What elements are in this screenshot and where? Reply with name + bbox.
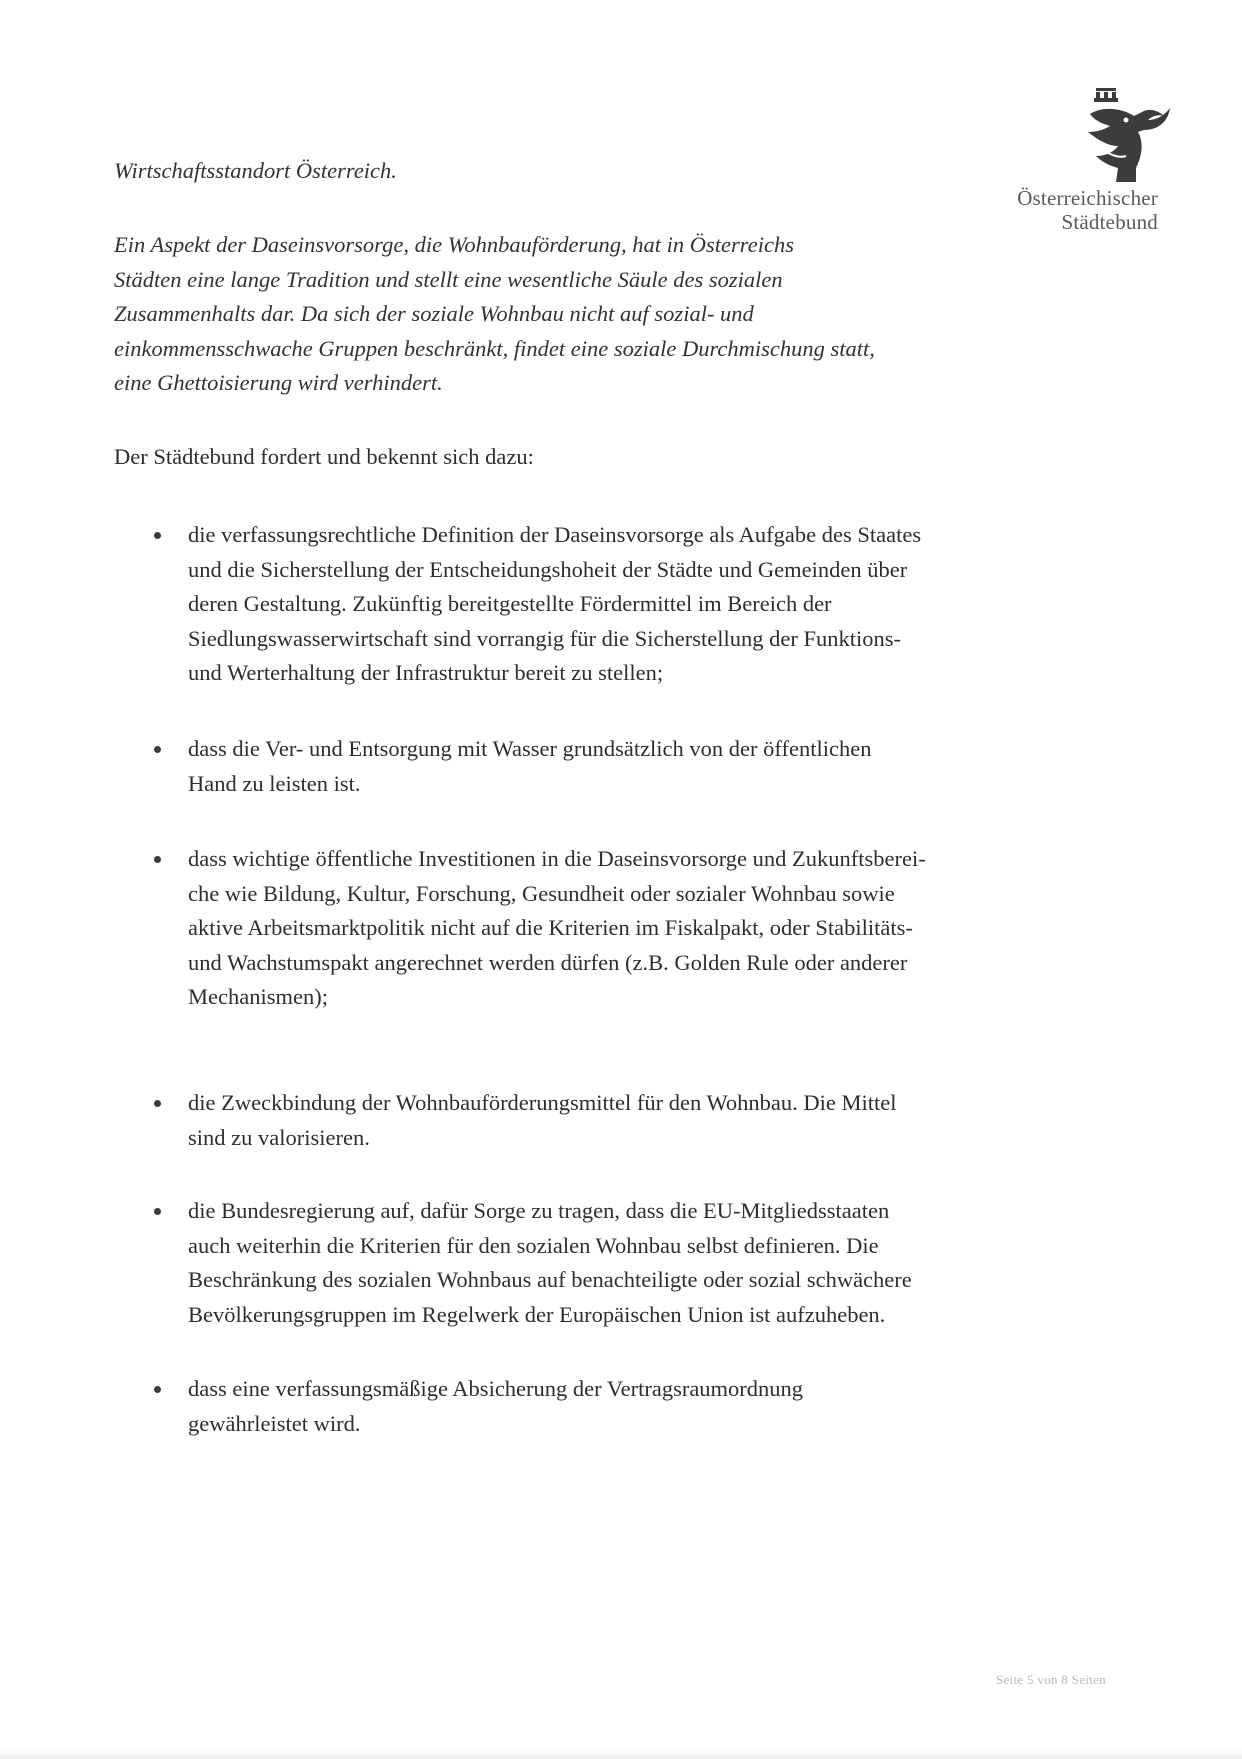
list-item-line: die Zweckbindung der Wohnbauförderungsmittel für den Wohnbau. Die Mittel [188,1090,897,1115]
list-item-line: sind zu valorisieren. [188,1124,370,1150]
list-item-line: Siedlungswasserwirtschaft sind vorrangig für die Sicherstellung der Funktions- [188,625,902,651]
list-item-line: die Bundesregierung auf, dafür Sorge zu tragen, dass die EU-Mitgliedsstaaten [188,1198,890,1223]
paragraph-line: Städten eine lange Tradition und stellt eine wesentliche Säule des sozialen [114,266,783,292]
list-item-line: dass wichtige öffentliche Investitionen in die Daseinsvorsorge und Zukunftsberei- [188,846,926,871]
list-item-line: Bevölkerungsgruppen im Regelwerk der Europäischen Union ist aufzuheben. [188,1301,886,1327]
list-item-line: deren Gestaltung. Zukünftig bereitgestellte Fördermittel im Bereich der [188,591,832,616]
bullet-icon [154,1100,161,1107]
staedtebund-logo [980,86,1180,246]
paragraph-line: eine Ghettoisierung wird verhindert. [114,370,443,395]
bullet-icon [154,1386,161,1393]
list-item-text [188,518,1128,691]
logo-text-line1: Österreichischer [1017,186,1158,210]
list-item-line: und die Sicherstellung der Entscheidungshoheit der Städte und Gemeinden über [188,556,908,582]
list-item-text [188,732,1128,801]
page-number-footer: Seite 5 von 8 Seiten [996,1672,1106,1687]
bullet-icon [154,856,161,863]
list-item-line: dass eine verfassungsmäßige Absicherung der Vertragsraumordnung [188,1376,804,1401]
list-item-line: und Werterhaltung der Infrastruktur bereit zu stellen; [188,660,664,685]
bullet-icon [154,746,161,753]
list-item-line: die verfassungsrechtliche Definition der Daseinsvorsorge als Aufgabe des Staates [188,522,922,547]
list-item-line: Beschränkung des sozialen Wohnbaus auf benachteiligte oder sozial schwächere [188,1267,912,1292]
paragraph-line: Ein Aspekt der Daseinsvorsorge, die Wohnbauförderung, hat in Österreichs [114,232,794,257]
scan-edge [0,1749,1242,1759]
list-item-line: aktive Arbeitsmarktpolitik nicht auf die Kriterien im Fiskalpakt, oder Stabilitäts- [188,915,913,940]
list-item-line: Mechanismen); [188,984,328,1009]
paragraph-line: einkommensschwache Gruppen beschränkt, findet eine soziale Durchmischung statt, [114,335,875,361]
bullet-icon [154,1208,161,1215]
italic-paragraph [114,228,1074,401]
section-title: Wirtschaftsstandort Österreich. [114,158,397,183]
lead-sentence: Der Städtebund fordert und bekennt sich dazu: [114,444,534,469]
eagle-crown-emblem-icon [1060,86,1180,186]
list-item-line: auch weiterhin die Kriterien für den sozialen Wohnbau selbst definieren. Die [188,1232,879,1258]
bullet-icon [154,532,161,539]
list-item-text [188,842,1128,1015]
logo-text-line2: Städtebund [1061,210,1158,234]
list-item-line: che wie Bildung, Kultur, Forschung, Gesundheit oder sozialer Wohnbau sowie [188,880,895,906]
list-item-text [188,1372,1128,1441]
list-item-text [188,1194,1128,1332]
list-item-line: und Wachstumspakt angerechnet werden dürfen (z.B. Golden Rule oder anderer [188,949,908,975]
list-item-line: Hand zu leisten ist. [188,770,361,796]
list-item-text [188,1086,1128,1155]
paragraph-line: Zusammenhalts dar. Da sich der soziale Wohnbau nicht auf sozial- und [114,301,754,326]
list-item-line: dass die Ver- und Entsorgung mit Wasser grundsätzlich von der öffentlichen [188,736,872,761]
list-item-line: gewährleistet wird. [188,1410,361,1436]
